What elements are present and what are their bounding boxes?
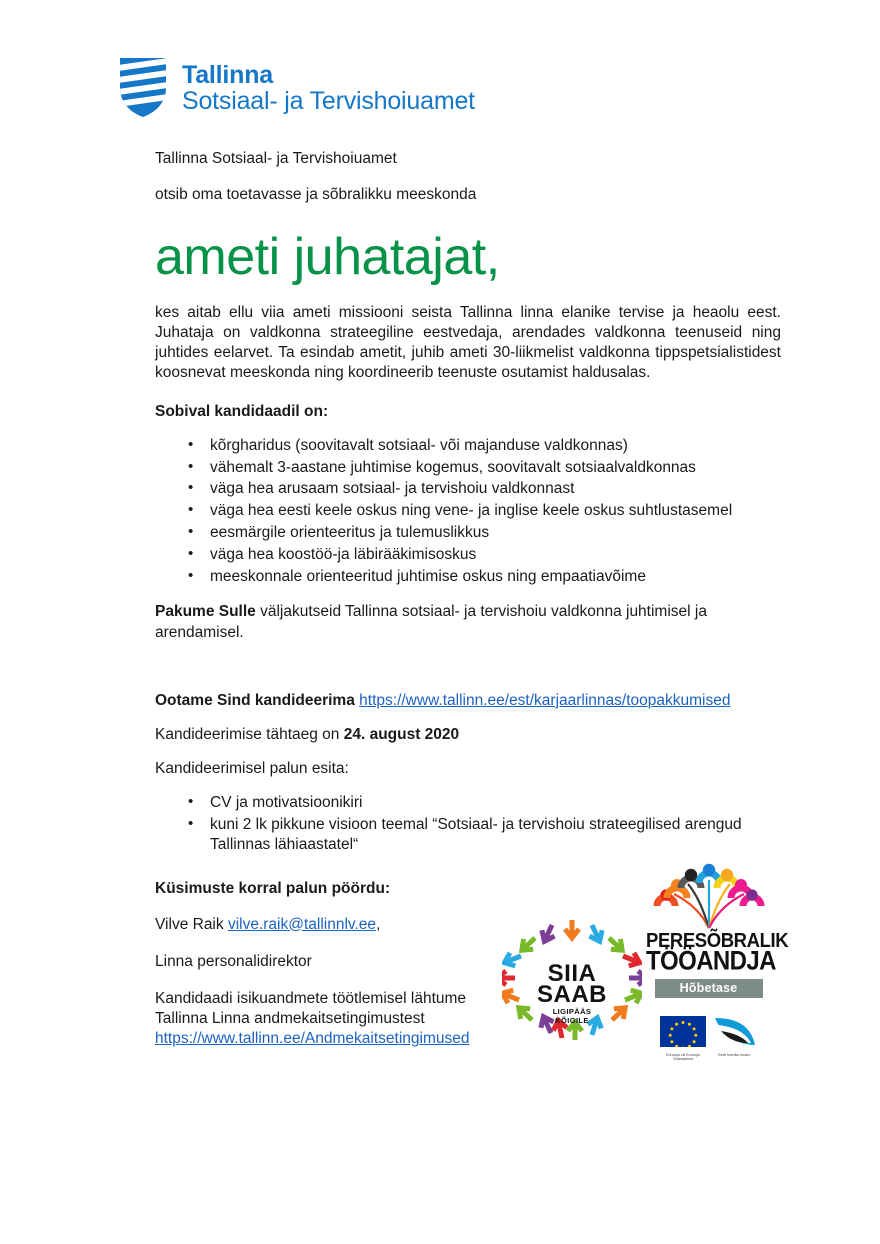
- contact-person-name: Vilve Raik: [155, 915, 228, 933]
- privacy-line-2: Tallinna Linna andmekaitsetingimustest: [155, 1010, 425, 1028]
- offer-lead: Pakume Sulle: [155, 603, 256, 621]
- deadline-date: 24. august 2020: [343, 725, 460, 743]
- peresobralik-word-1: PERESÕBRALIK: [646, 927, 789, 952]
- contact-person-title: Linna personalidirektor: [155, 952, 312, 970]
- eu-flag-caption: Euroopa Liit Euroopa Sotsiaalfond: [666, 1052, 700, 1062]
- logo-line-1: Tallinna: [182, 60, 274, 89]
- peresobralik-word-2: TÖÖANDJA: [646, 946, 776, 977]
- deadline-paragraph: [155, 725, 781, 745]
- contact-email-link[interactable]: vilve.raik@tallinnlv.ee: [227, 915, 377, 933]
- offer-paragraph: [155, 602, 781, 642]
- svg-text:SAAB: SAAB: [536, 981, 608, 1008]
- deadline-prefix: Kandideerimise tähtaeg on: [155, 725, 344, 743]
- svg-text:SIIA: SIIA: [547, 960, 597, 987]
- apply-lead: Ootame Sind kandideerima: [155, 691, 355, 709]
- role-description: kes aitab ellu viia ameti missiooni seista Tallinna linna elanike tervise ja heaolu eest. Juhataja on valdkonna strateegiline eestvedaja, arendades valdkonna teenuseid ning juhtides eelarvet. Ta esindab ametit, juhib ameti 30-liikmelist valdkonna tippspetsialistidest koosnevat meeskonda ning koordineerib teenuste osutamist haldusalas.: [155, 303, 781, 381]
- tallinn-shield-icon: [118, 56, 168, 118]
- document-body: [155, 150, 781, 871]
- estonia-logo-item: [711, 1016, 757, 1062]
- list-item: • väga hea eesti keele oskus ning vene- ja inglise keele oskus suhtlustasemel: [155, 501, 781, 521]
- list-item: • CV ja motivatsioonikiri: [155, 793, 781, 813]
- requirements-heading: Sobival kandidaadil on:: [155, 403, 329, 421]
- estonia-logo-caption: Eesti tuleviku heaks: [718, 1052, 750, 1057]
- siia-saab-logo: [502, 914, 642, 1049]
- list-item: • kuni 2 lk pikkune visioon teemal “Sotsiaal- ja tervishoiu strateegilised arengud Tallinnas lähiaastatel“: [155, 815, 781, 855]
- submit-list: [155, 793, 781, 854]
- list-item: • väga hea koostöö-ja läbirääkimisoskus: [155, 545, 781, 565]
- submit-heading: Kandideerimisel palun esita:: [155, 760, 349, 778]
- list-item: • vähemalt 3-aastane juhtimise kogemus, soovitavalt sotsiaalvaldkonnas: [155, 458, 781, 478]
- requirements-list: [155, 436, 781, 587]
- privacy-policy-link[interactable]: https://www.tallinn.ee/Andmekaitsetingimused: [155, 1030, 470, 1048]
- offer-rest: väljakutseid Tallinna sotsiaal- ja tervishoiu valdkonna juhtimisel ja arendamisel.: [155, 603, 707, 641]
- contact-person-suffix: ,: [376, 915, 381, 933]
- contact-person: [155, 915, 505, 935]
- eu-flag-icon: [660, 1034, 706, 1051]
- privacy-note: [155, 989, 505, 1049]
- intro-line-1: Tallinna Sotsiaal- ja Tervishoiuamet: [155, 150, 397, 167]
- peresobralik-wordmark: [646, 927, 789, 977]
- svg-text:LIGIPÄÄS: LIGIPÄÄS: [552, 1007, 592, 1016]
- apply-paragraph: [155, 691, 781, 711]
- section-spacer: [155, 661, 781, 691]
- list-item: • kõrgharidus (soovitavalt sotsiaal- või majanduse valdkonnas): [155, 436, 781, 456]
- peresobralik-tooandja-logo: [646, 862, 789, 1062]
- family-tree-icon: [650, 862, 768, 930]
- page-title: ameti juhatajat,: [155, 227, 500, 286]
- job-listing-link[interactable]: https://www.tallinn.ee/est/karjaarlinnas/toopakkumised: [359, 691, 731, 709]
- eu-flag-item: [660, 1016, 706, 1062]
- list-item: • eesmärgile orienteeritus ja tulemuslikkus: [155, 523, 781, 543]
- eu-funding-logos: [646, 1016, 771, 1062]
- organization-logo-text: [182, 60, 475, 115]
- status-badge: Hõbetase: [655, 979, 763, 998]
- intro-line-2: otsib oma toetavasse ja sõbralikku meeskonda: [155, 185, 477, 203]
- logo-line-2: Sotsiaal- ja Tervishoiuamet: [182, 87, 475, 115]
- svg-text:KÕIGILE: KÕIGILE: [555, 1016, 589, 1025]
- contact-section: [155, 880, 505, 1066]
- estonia-wave-icon: [711, 1034, 757, 1051]
- certification-logos: [498, 862, 788, 1062]
- contact-heading: Küsimuste korral palun pöördu:: [155, 880, 391, 897]
- privacy-line-1: Kandidaadi isikuandmete töötlemisel lähtume: [155, 989, 467, 1007]
- list-item: • väga hea arusaam sotsiaal- ja tervishoiu valdkonnast: [155, 479, 781, 499]
- list-item: • meeskonnale orienteeritud juhtimise oskus ning empaatiavõime: [155, 567, 781, 587]
- organization-logo: [118, 56, 475, 118]
